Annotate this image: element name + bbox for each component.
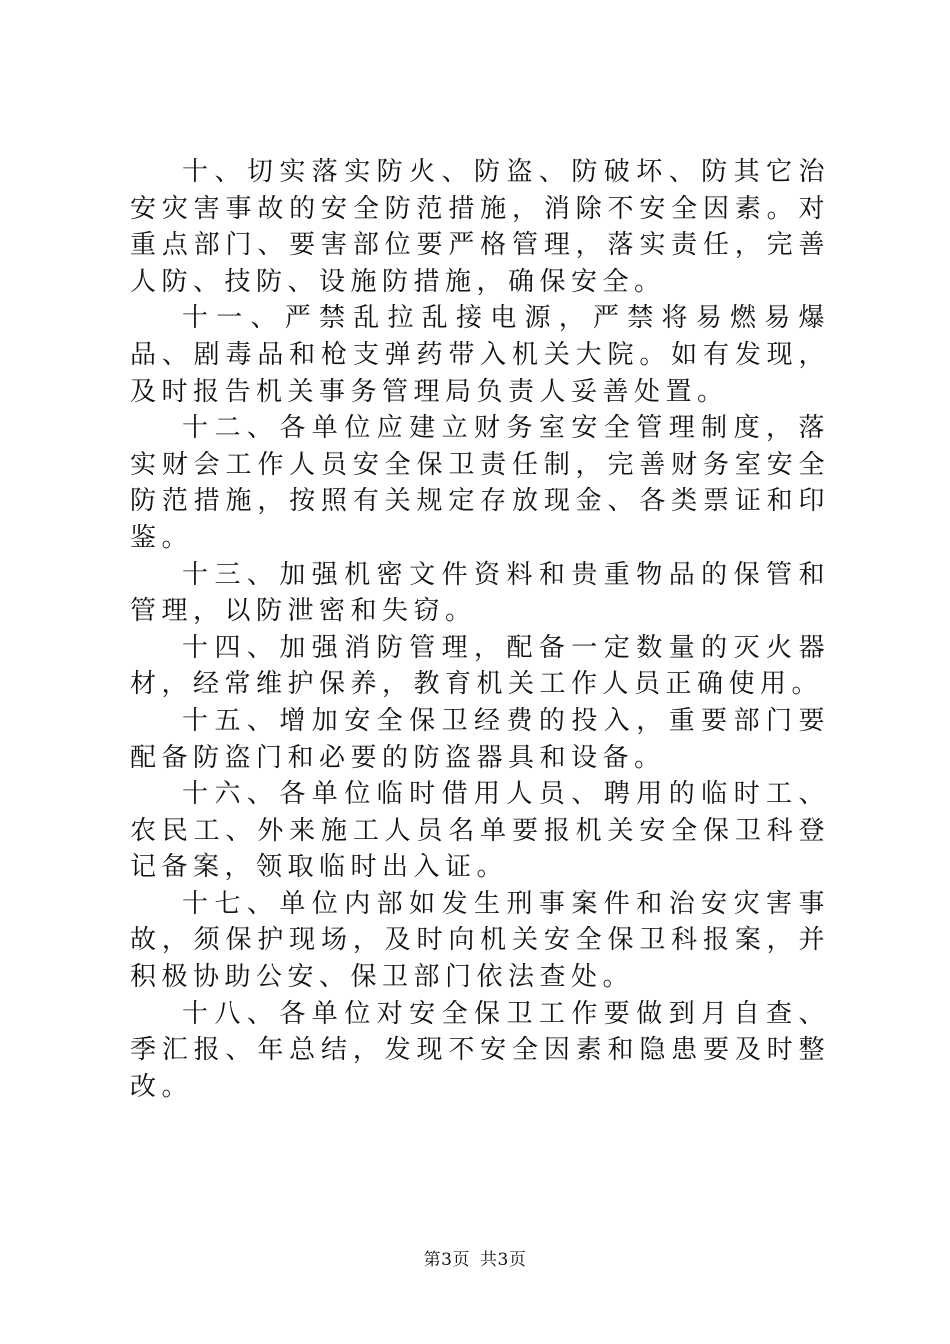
paragraph-10: 十、切实落实防火、防盗、防破坏、防其它治安灾害事故的安全防范措施，消除不安全因素。对重点部门、要害部位要严格管理，落实责任，完善人防、技防、设施防措施，确保安全。: [130, 157, 830, 297]
page-footer: [0, 1245, 950, 1270]
paragraph-17: 十七、单位内部如发生刑事案件和治安灾害事故，须保护现场，及时向机关安全保卫科报案，并积极协助公安、保卫部门依法查处。: [130, 888, 830, 993]
document-body: [130, 154, 830, 1105]
paragraph-16: 十六、各单位临时借用人员、聘用的临时工、农民工、外来施工人员名单要报机关安全保卫科登记备案，领取临时出入证。: [130, 779, 830, 883]
paragraph-13: 十三、加强机密文件资料和贵重物品的保管和管理，以防泄密和失窃。: [130, 559, 830, 627]
paragraph-11: 十一、严禁乱拉乱接电源，严禁将易燃易爆品、剧毒品和枪支弹药带入机关大院。如有发现，及时报告机关事务管理局负责人妥善处置。: [130, 303, 830, 407]
paragraph-12: 十二、各单位应建立财务室安全管理制度，落实财会工作人员安全保卫责任制，完善财务室安全防范措施，按照有关规定存放现金、各类票证和印鉴。: [130, 413, 830, 553]
paragraph-15: 十五、增加安全保卫经费的投入，重要部门要配备防盗门和必要的防盗器具和设备。: [130, 705, 830, 773]
page-number: 第3页: [423, 1250, 470, 1270]
paragraph-18: 十八、各单位对安全保卫工作要做到月自查、季汇报、年总结，发现不安全因素和隐患要及时整改。: [130, 998, 830, 1102]
paragraph-14: 十四、加强消防管理，配备一定数量的灭火器材，经常维护保养，教育机关工作人员正确使用。: [130, 632, 830, 700]
page-total: 共3页: [480, 1250, 527, 1270]
